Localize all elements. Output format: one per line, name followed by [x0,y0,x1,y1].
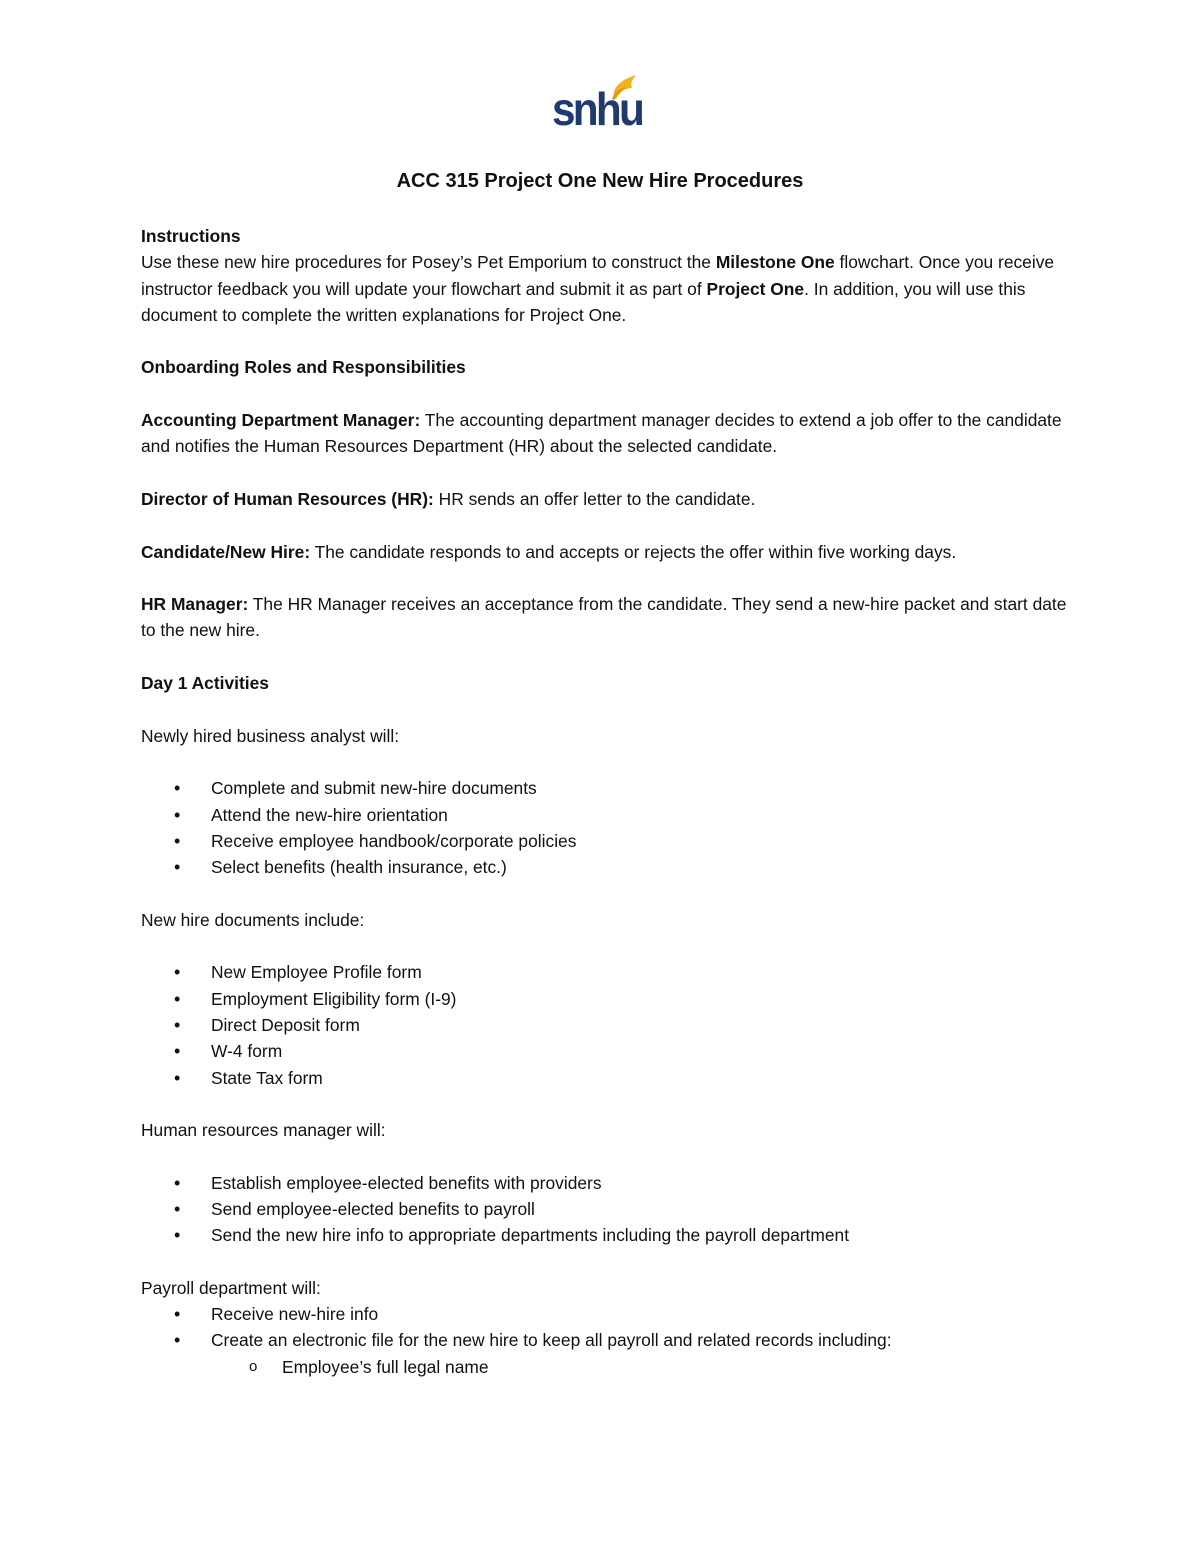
instructions-heading: Instructions [141,226,241,246]
list-item: • Receive new-hire info [141,1301,1071,1327]
instructions-text-3: . In addition, you will use this document to complete the written explanations for Project One. [141,278,1026,325]
list-item: • Complete and submit new-hire documents [141,775,1071,801]
logo-wordmark: snhu [552,83,643,135]
page-title: ACC 315 Project One New Hire Procedures [396,170,804,192]
list-item: • Select benefits (health insurance, etc.) [141,854,1071,880]
role-label: HR Manager: [141,594,249,615]
list-item: • Direct Deposit form [141,1012,1071,1038]
milestone-one-term: Milestone One [715,252,835,273]
role-text: The HR Manager receives an acceptance from the candidate. They send a new-hire packet and start date to the new hire. [141,594,1067,641]
role-accounting-manager [141,407,1071,460]
payroll-intro: Payroll department will: [141,1277,321,1298]
roles-heading: Onboarding Roles and Responsibilities [141,357,466,378]
hr-list [141,1170,1071,1249]
role-candidate [141,539,1071,565]
docs-intro: New hire documents include: [141,909,365,930]
docs-list [141,959,1071,1090]
role-label: Accounting Department Manager: [141,410,421,431]
role-text: The accounting department manager decides to extend a job offer to the candidate and notifies the Human Resources Department (HR) about the selected candidate. [141,410,1062,457]
role-hr-director [141,486,1071,512]
snhu-logo [552,72,644,134]
instructions-paragraph [141,249,1071,328]
list-item: • Receive employee handbook/corporate policies [141,828,1071,854]
instructions-text-1: Use these new hire procedures for Posey’s Pet Emporium to construct the [141,252,716,273]
list-item: • State Tax form [141,1065,1071,1091]
sub-list-item: o Employee’s full legal name [141,1354,1071,1380]
payroll-list [141,1301,1071,1354]
list-item: • Send employee-elected benefits to payroll [141,1196,1071,1222]
role-label: Candidate/New Hire: [141,541,311,562]
document-body [141,223,1071,1380]
list-item: • Employment Eligibility form (I-9) [141,986,1071,1012]
role-label: Director of Human Resources (HR): [141,488,434,509]
role-text: HR sends an offer letter to the candidate. [433,488,756,509]
hr-intro: Human resources manager will: [141,1120,386,1141]
payroll-sub-list [141,1354,1071,1380]
role-text: The candidate responds to and accepts or rejects the offer within five working days. [310,541,957,562]
list-item: • W-4 form [141,1038,1071,1064]
project-one-term: Project One [706,278,805,299]
list-item: • Create an electronic file for the new hire to keep all payroll and related records including: [141,1327,1071,1353]
analyst-list [141,775,1071,880]
list-item: • Send the new hire info to appropriate departments including the payroll department [141,1222,1071,1248]
day1-heading: Day 1 Activities [141,673,269,694]
list-item: • Establish employee-elected benefits with providers [141,1170,1071,1196]
role-hr-manager [141,591,1071,644]
analyst-intro: Newly hired business analyst will: [141,725,400,746]
instructions-text-2: flowchart. Once you receive instructor feedback you will update your flowchart and submit it as part of [141,252,1055,299]
list-item: • Attend the new-hire orientation [141,802,1071,828]
list-item: • New Employee Profile form [141,959,1071,985]
